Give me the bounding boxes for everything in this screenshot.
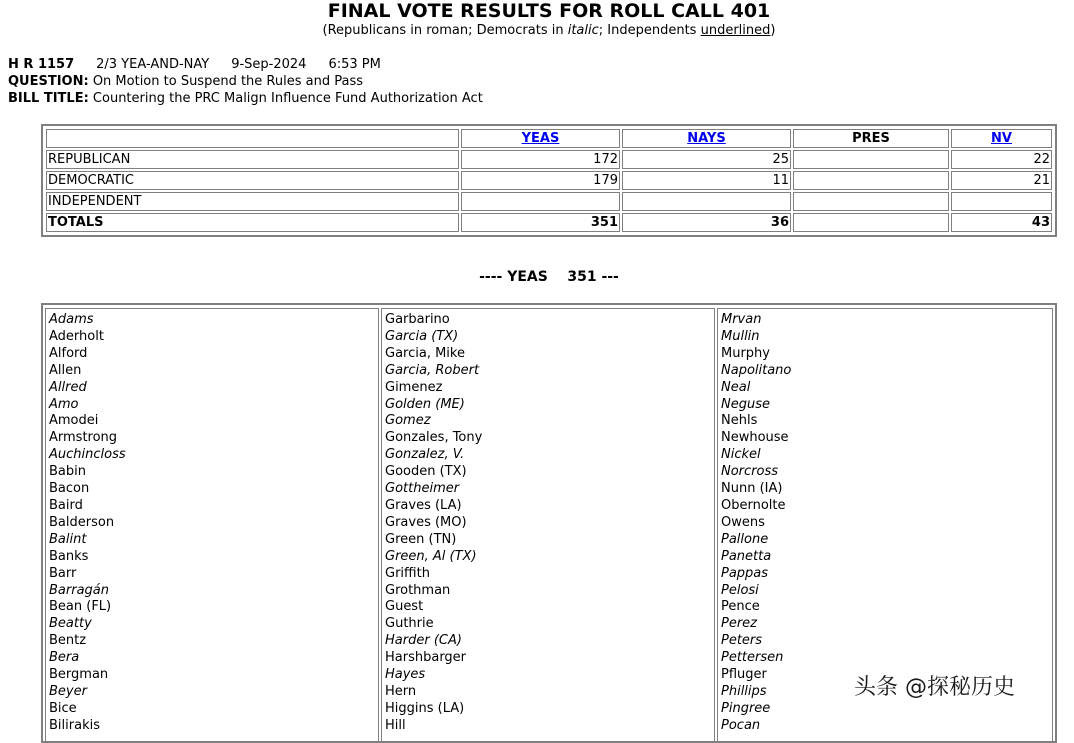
member-name: Graves (LA) bbox=[385, 497, 462, 513]
member-name: Pettersen bbox=[721, 650, 784, 666]
member-name: Pingree bbox=[721, 700, 771, 716]
member-name: Garbarino bbox=[385, 312, 450, 327]
member-name: Bean (FL) bbox=[49, 599, 112, 615]
summary-header-row bbox=[46, 129, 1052, 148]
member-name: Balderson bbox=[49, 514, 115, 530]
legend-suffix: ) bbox=[770, 23, 776, 38]
vote-summary-table bbox=[41, 124, 1057, 237]
member-name: Panetta bbox=[721, 548, 772, 564]
party-legend bbox=[0, 22, 1074, 40]
legend-prefix: (Republicans in roman; Democrats in bbox=[322, 23, 568, 38]
header-nays bbox=[622, 129, 791, 148]
pres-cell bbox=[793, 150, 949, 169]
member-name: Allen bbox=[49, 362, 82, 378]
member-name: Beatty bbox=[49, 616, 92, 632]
party-cell: INDEPENDENT bbox=[46, 192, 459, 211]
member-name: Gimenez bbox=[385, 379, 443, 395]
vote-date: 9-Sep-2024 bbox=[231, 57, 307, 72]
yeas-cell: 179 bbox=[461, 171, 620, 190]
member-name: Gonzales, Tony bbox=[385, 430, 483, 446]
member-name: Auchincloss bbox=[49, 447, 126, 463]
member-name: Garcia, Mike bbox=[385, 345, 465, 361]
member-name: Alford bbox=[49, 345, 88, 361]
member-name: Harder (CA) bbox=[385, 633, 462, 649]
member-name: Guthrie bbox=[385, 616, 434, 632]
vote-info-line bbox=[8, 56, 381, 73]
member-name: Pallone bbox=[721, 531, 769, 547]
member-name: Golden (ME) bbox=[385, 396, 465, 412]
member-name: Griffith bbox=[385, 565, 430, 581]
pres-cell bbox=[793, 192, 949, 211]
member-name: Garcia (TX) bbox=[385, 328, 459, 344]
party-cell: REPUBLICAN bbox=[46, 150, 459, 169]
member-name: Pappas bbox=[721, 565, 769, 581]
member-name: Bacon bbox=[49, 481, 90, 497]
yeas-column-2 bbox=[381, 308, 715, 743]
member-name: Barragán bbox=[49, 582, 109, 598]
watermark-text: 头条 @探秘历史 bbox=[854, 675, 1015, 700]
header-yeas bbox=[461, 129, 620, 148]
member-name: Nickel bbox=[721, 447, 761, 463]
nv-link[interactable]: NV bbox=[991, 131, 1012, 146]
member-name: Graves (MO) bbox=[385, 514, 467, 530]
party-cell: DEMOCRATIC bbox=[46, 171, 459, 190]
member-name: Allred bbox=[49, 379, 87, 395]
member-name: Armstrong bbox=[49, 430, 118, 446]
nays-link[interactable]: NAYS bbox=[687, 131, 726, 146]
nv-cell: 22 bbox=[951, 150, 1052, 169]
member-name: Banks bbox=[49, 548, 89, 564]
member-name: Owens bbox=[721, 514, 765, 530]
member-name: Norcross bbox=[721, 464, 779, 480]
member-name: Peters bbox=[721, 633, 763, 649]
legend-underlined: underlined bbox=[700, 23, 771, 38]
yeas-cell: 351 bbox=[461, 213, 620, 232]
summary-row-totals bbox=[46, 213, 1052, 232]
question-label: QUESTION: bbox=[8, 74, 89, 89]
member-name: Mrvan bbox=[721, 312, 762, 327]
member-name: Newhouse bbox=[721, 430, 789, 446]
question-line bbox=[8, 73, 363, 90]
legend-italic: italic bbox=[567, 23, 599, 38]
nays-cell bbox=[622, 192, 791, 211]
vote-time: 6:53 PM bbox=[328, 57, 381, 72]
member-name: Balint bbox=[49, 531, 87, 547]
legend-middle: ; Independents bbox=[598, 23, 701, 38]
member-name: Green, Al (TX) bbox=[385, 548, 477, 564]
yeas-cell bbox=[461, 192, 620, 211]
summary-row-independent bbox=[46, 192, 1052, 211]
member-name: Bera bbox=[49, 650, 80, 666]
member-name: Harshbarger bbox=[385, 650, 467, 666]
bill-title-text: Countering the PRC Malign Influence Fund Authorization Act bbox=[92, 91, 483, 106]
yeas-section-heading: ---- YEAS 351 --- bbox=[479, 269, 619, 285]
member-name: Bentz bbox=[49, 633, 87, 649]
member-name: Murphy bbox=[721, 345, 770, 361]
member-name: Gottheimer bbox=[385, 481, 460, 497]
member-name: Grothman bbox=[385, 582, 451, 598]
header-pres: PRES bbox=[793, 129, 949, 148]
pres-cell bbox=[793, 171, 949, 190]
nv-cell: 43 bbox=[951, 213, 1052, 232]
member-name: Higgins (LA) bbox=[385, 700, 465, 716]
member-name: Bilirakis bbox=[49, 717, 100, 733]
member-name: Mullin bbox=[721, 328, 760, 344]
member-name: Green (TN) bbox=[385, 531, 457, 547]
member-name: Obernolte bbox=[721, 497, 786, 513]
member-name: Adams bbox=[49, 312, 94, 327]
member-name: Beyer bbox=[49, 683, 87, 699]
header-nv bbox=[951, 129, 1052, 148]
member-name: Neguse bbox=[721, 396, 770, 412]
member-name: Amo bbox=[49, 396, 79, 412]
member-name: Neal bbox=[721, 379, 751, 395]
nays-cell: 11 bbox=[622, 171, 791, 190]
member-name: Pelosi bbox=[721, 582, 759, 598]
member-name: Hill bbox=[385, 717, 406, 733]
member-name: Napolitano bbox=[721, 362, 792, 378]
summary-row-democratic bbox=[46, 171, 1052, 190]
page-title: FINAL VOTE RESULTS FOR ROLL CALL 401 bbox=[327, 0, 771, 22]
bill-title-label: BILL TITLE: bbox=[8, 91, 89, 106]
header-party bbox=[46, 129, 459, 148]
yeas-link[interactable]: YEAS bbox=[521, 131, 560, 146]
question-text: On Motion to Suspend the Rules and Pass bbox=[92, 74, 363, 89]
yeas-cell: 172 bbox=[461, 150, 620, 169]
bill-title-line bbox=[8, 90, 483, 107]
member-name: Bice bbox=[49, 700, 77, 716]
member-name: Gooden (TX) bbox=[385, 464, 467, 480]
nv-cell bbox=[951, 192, 1052, 211]
member-name: Pocan bbox=[721, 717, 761, 733]
member-name: Phillips bbox=[721, 683, 767, 699]
member-name: Gonzalez, V. bbox=[385, 447, 465, 463]
member-name: Pfluger bbox=[721, 667, 767, 683]
member-name: Nunn (IA) bbox=[721, 481, 783, 497]
member-name: Guest bbox=[385, 599, 424, 615]
member-name: Amodei bbox=[49, 413, 99, 429]
member-name: Bergman bbox=[49, 667, 109, 683]
member-name: Hayes bbox=[385, 667, 426, 683]
member-name: Garcia, Robert bbox=[385, 362, 480, 378]
nays-cell: 25 bbox=[622, 150, 791, 169]
member-name: Pence bbox=[721, 599, 760, 615]
member-name: Nehls bbox=[721, 413, 758, 429]
yeas-column-1 bbox=[45, 308, 379, 743]
pres-cell bbox=[793, 213, 949, 232]
party-cell: TOTALS bbox=[46, 213, 459, 232]
vote-type: 2/3 YEA-AND-NAY bbox=[96, 57, 210, 72]
member-name: Aderholt bbox=[49, 328, 104, 344]
member-name: Baird bbox=[49, 497, 83, 513]
nays-cell: 36 bbox=[622, 213, 791, 232]
member-name: Gomez bbox=[385, 413, 431, 429]
nv-cell: 21 bbox=[951, 171, 1052, 190]
summary-row-republican bbox=[46, 150, 1052, 169]
member-name: Babin bbox=[49, 464, 86, 480]
member-name: Barr bbox=[49, 565, 77, 581]
bill-number: H R 1157 bbox=[8, 57, 75, 72]
member-name: Perez bbox=[721, 616, 758, 632]
member-name: Hern bbox=[385, 683, 417, 699]
